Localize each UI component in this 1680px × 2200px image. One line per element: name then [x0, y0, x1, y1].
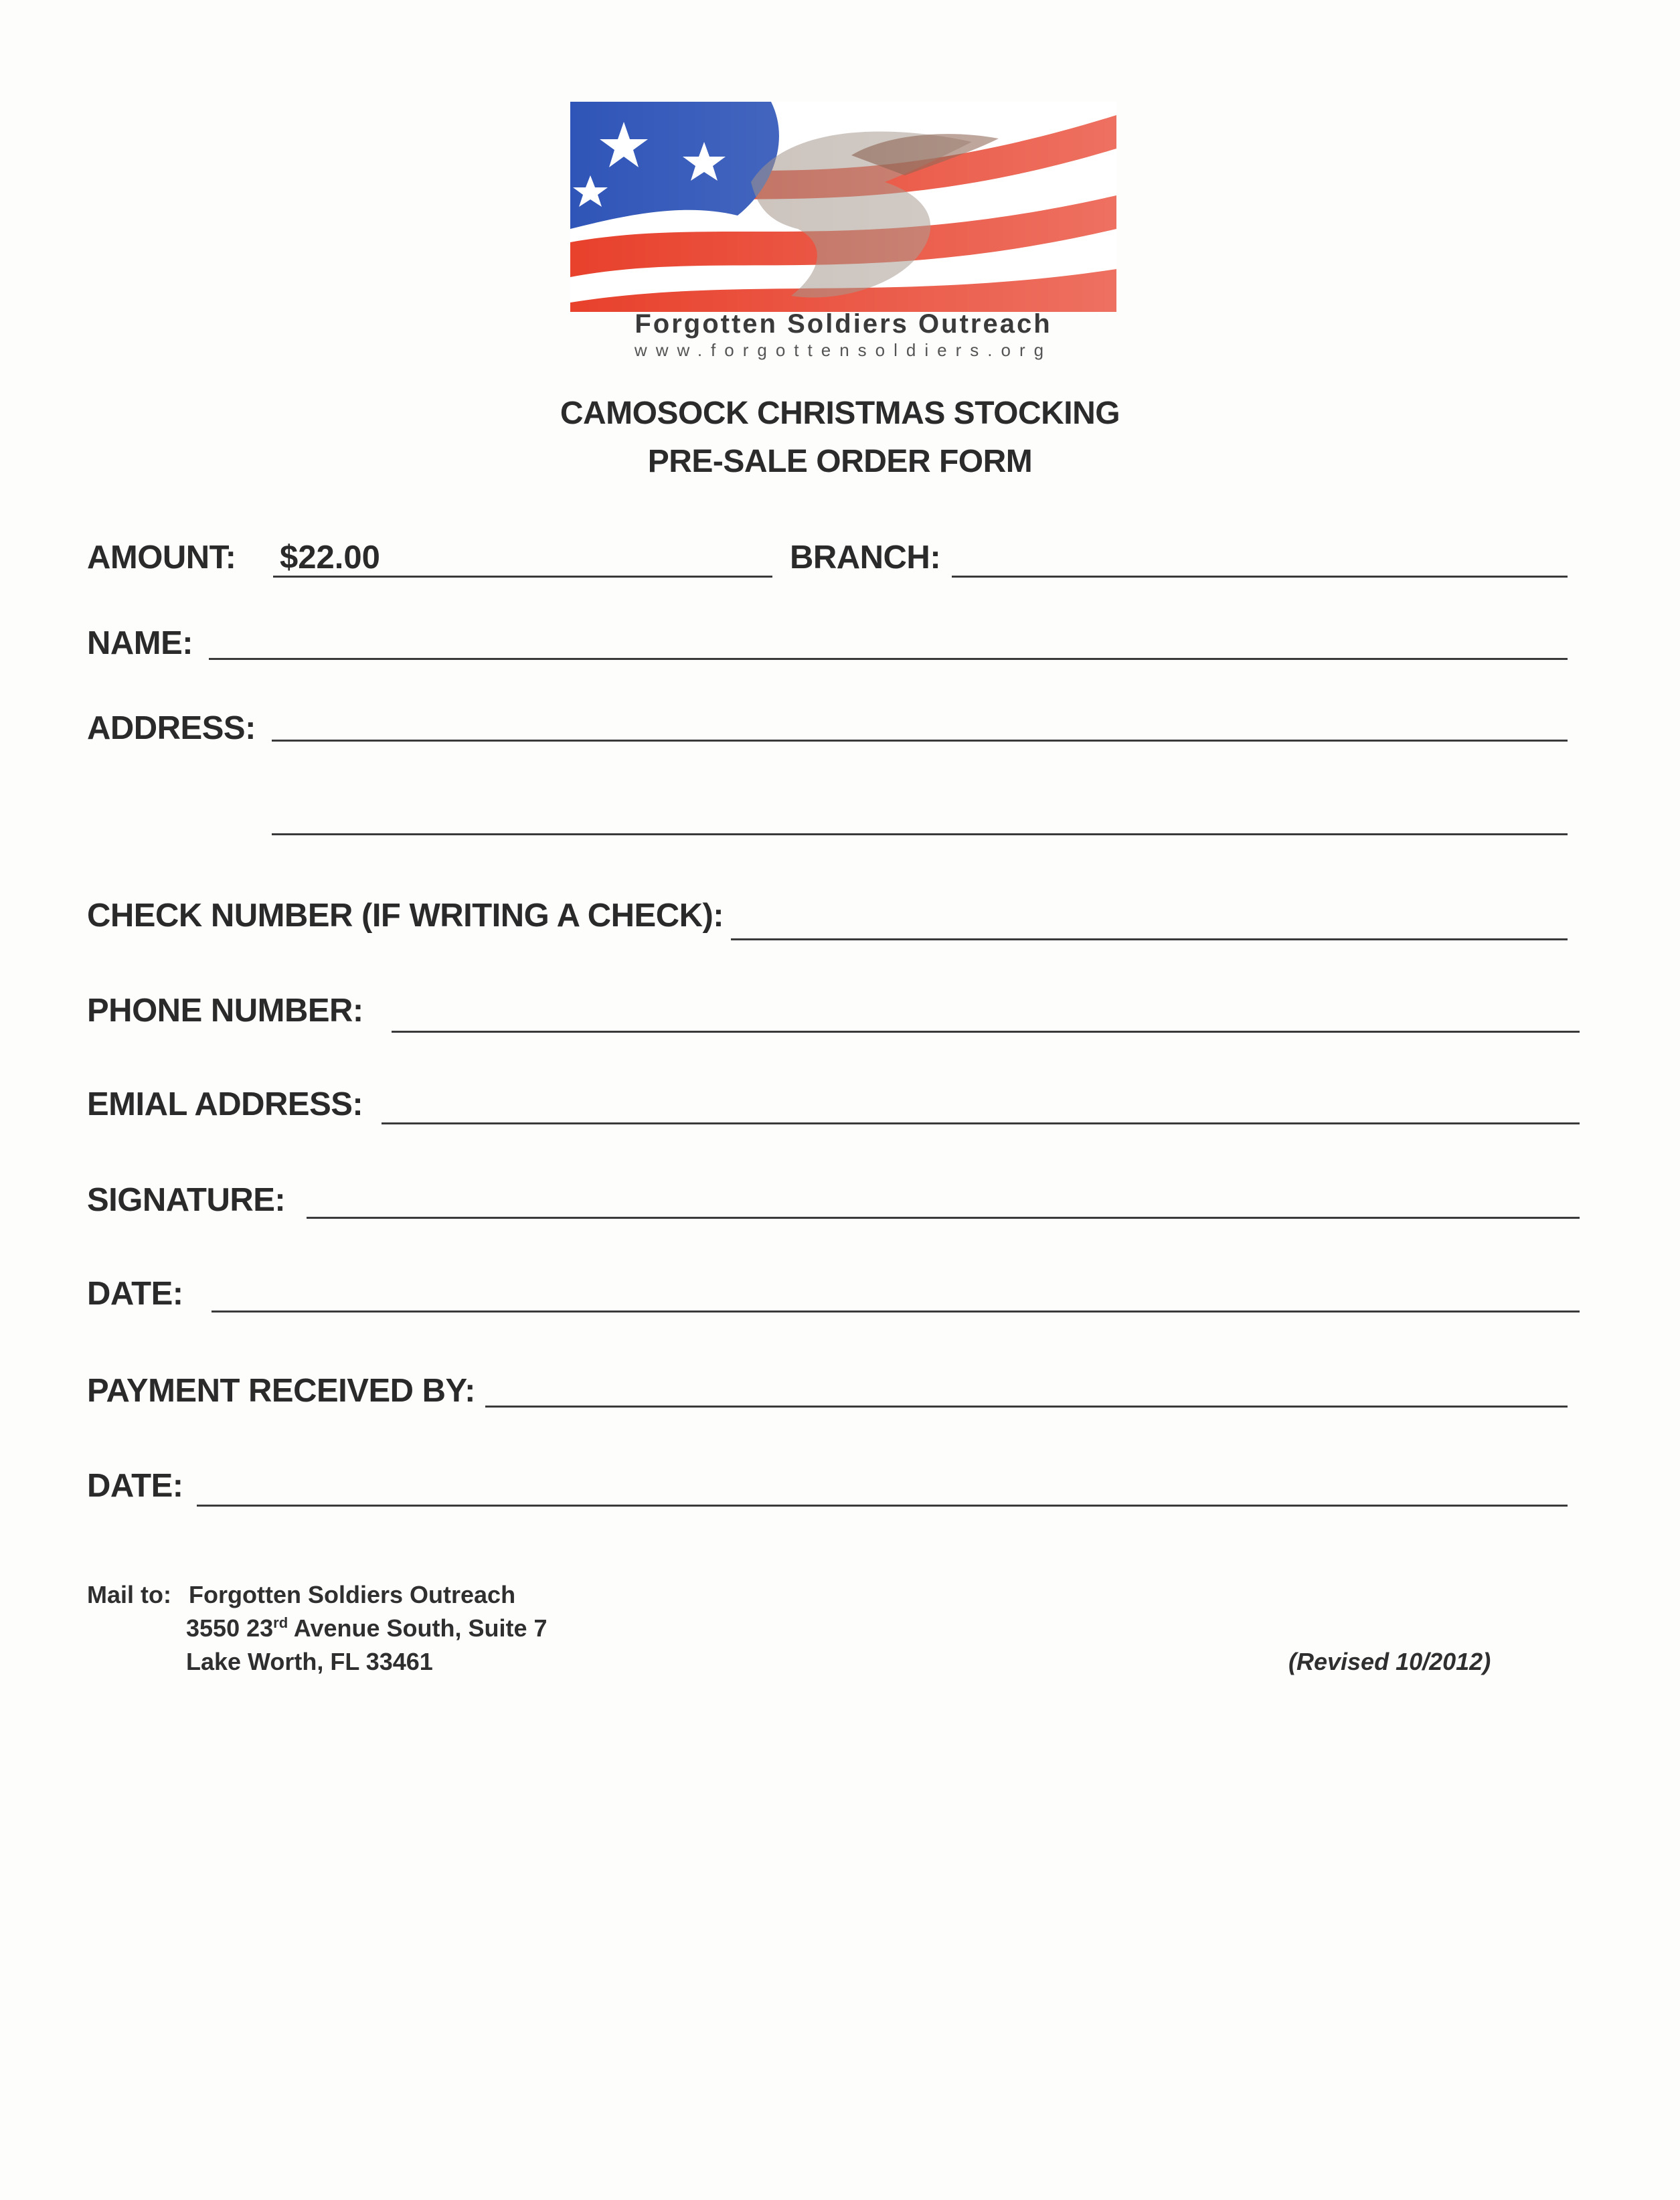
address-label: ADDRESS:	[87, 710, 256, 746]
name-label: NAME:	[87, 625, 193, 661]
signature-label: SIGNATURE:	[87, 1182, 286, 1218]
street-ordinal: rd	[273, 1614, 288, 1631]
mail-to-city: Lake Worth, FL 33461	[186, 1648, 433, 1675]
form-title: CAMOSOCK CHRISTMAS STOCKING	[560, 396, 1120, 431]
payment-received-field-line[interactable]	[485, 1406, 1568, 1408]
address-field-line-2[interactable]	[272, 833, 1568, 835]
amount-label: AMOUNT:	[87, 539, 236, 576]
email-field-line[interactable]	[382, 1122, 1580, 1124]
mail-to-org: Forgotten Soldiers Outreach	[189, 1581, 516, 1608]
address-field-line-1[interactable]	[272, 740, 1568, 742]
branch-field-line[interactable]	[952, 576, 1568, 578]
logo-org-name: Forgotten Soldiers Outreach	[635, 309, 1052, 339]
phone-field-line[interactable]	[392, 1031, 1580, 1033]
date-label: DATE:	[87, 1276, 183, 1312]
street-rest: Avenue South, Suite 7	[288, 1614, 548, 1642]
received-date-field-line[interactable]	[197, 1505, 1568, 1507]
phone-label: PHONE NUMBER:	[87, 993, 363, 1029]
email-label: EMIAL ADDRESS:	[87, 1086, 363, 1122]
check-number-label: CHECK NUMBER (IF WRITING A CHECK):	[87, 898, 724, 934]
revised-note: (Revised 10/2012)	[1288, 1648, 1491, 1675]
street-number: 3550 23	[186, 1614, 274, 1642]
payment-received-label: PAYMENT RECEIVED BY:	[87, 1373, 475, 1409]
mail-to-label: Mail to:	[87, 1581, 171, 1608]
received-date-label: DATE:	[87, 1468, 183, 1504]
check-number-field-line[interactable]	[731, 938, 1568, 940]
mail-to-street	[186, 1614, 548, 1642]
logo-url: www.forgottensoldiers.org	[634, 340, 1053, 360]
date-field-line[interactable]	[212, 1310, 1580, 1313]
amount-value: $22.00	[280, 539, 380, 576]
flag-eagle-logo	[570, 102, 1116, 312]
name-field-line[interactable]	[209, 658, 1568, 660]
amount-field-line[interactable]	[273, 576, 772, 578]
form-subtitle: PRE-SALE ORDER FORM	[647, 444, 1033, 479]
signature-field-line[interactable]	[307, 1217, 1580, 1219]
branch-label: BRANCH:	[790, 539, 941, 576]
